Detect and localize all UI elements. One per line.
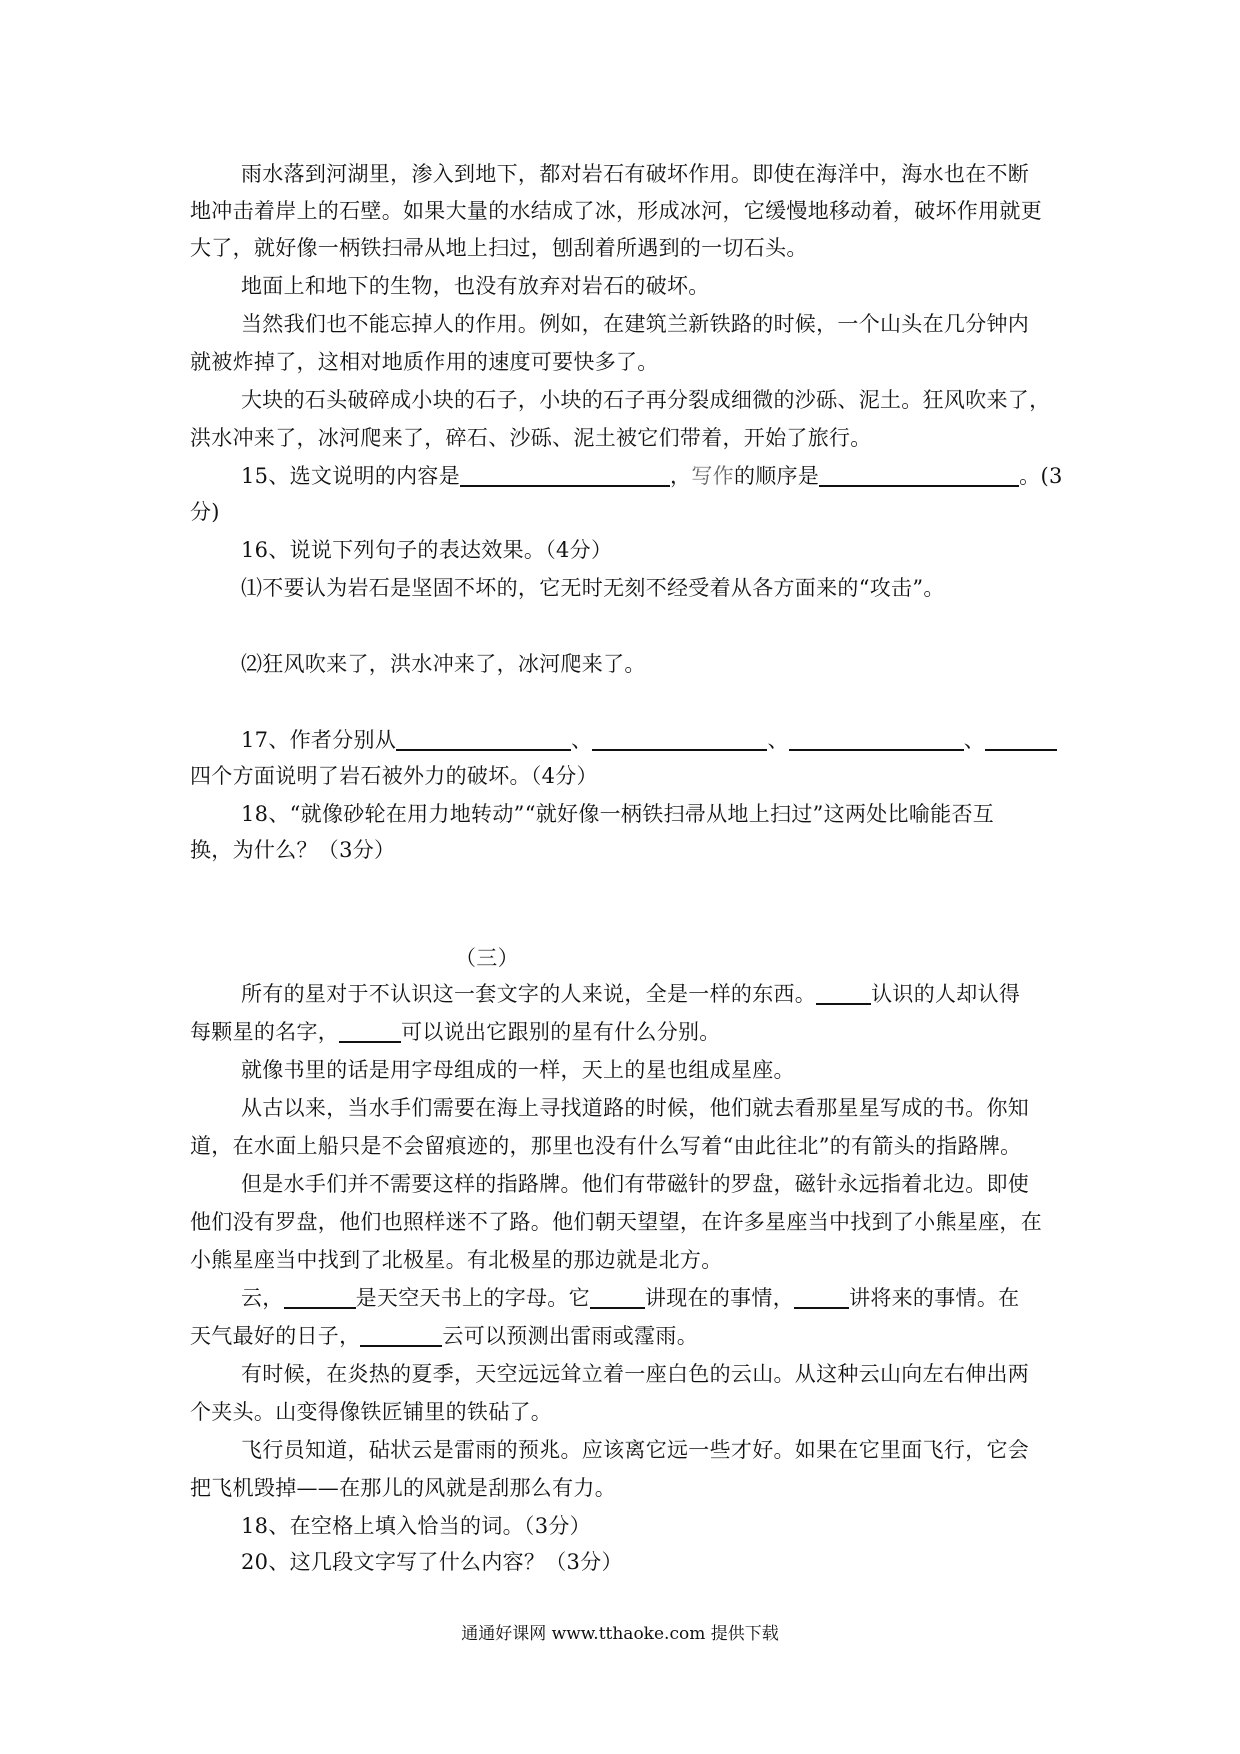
question-17-cont: 四个方面说明了岩石被外力的破坏。（4分） <box>190 764 598 788</box>
passage-line: 地面上和地下的生物，也没有放弃对岩石的破坏。 <box>241 274 710 298</box>
answer-blank[interactable] <box>592 729 767 751</box>
answer-blank[interactable] <box>460 465 670 487</box>
passage-text: 云， <box>241 1286 284 1310</box>
passage-line: 小熊星座当中找到了北极星。有北极星的那边就是北方。 <box>190 1248 723 1272</box>
answer-blank[interactable] <box>360 1325 442 1347</box>
answer-blank[interactable] <box>985 729 1057 751</box>
answer-blank[interactable] <box>816 983 871 1005</box>
question-16-item-2: ⑵狂风吹来了，洪水冲来了，冰河爬来了。 <box>241 652 646 676</box>
passage-text: 是天空天书上的字母。它 <box>355 1286 590 1310</box>
answer-blank[interactable] <box>590 1287 645 1309</box>
question-15 <box>241 462 1063 490</box>
passage-line: 他们没有罗盘，他们也照样迷不了路。他们朝天望望，在许多星座当中找到了小熊星座，在 <box>190 1210 1042 1234</box>
answer-blank[interactable] <box>396 729 571 751</box>
passage-text: 可以说出它跟别的星有什么分别。 <box>401 1020 721 1044</box>
question-text: 写作 <box>691 464 734 488</box>
separator: 、 <box>767 728 789 752</box>
answer-blank[interactable] <box>339 1021 401 1043</box>
answer-blank[interactable] <box>819 465 1019 487</box>
question-16-item-1: ⑴不要认为岩石是坚固不坏的，它无时无刻不经受着从各方面来的“攻击”。 <box>241 576 945 600</box>
passage-line: 道，在水面上船只是不会留痕迹的，那里也没有什么写着“由此往北”的有箭头的指路牌。 <box>190 1134 1022 1158</box>
passage-line: 地冲击着岸上的石壁。如果大量的水结成了冰，形成冰河，它缓慢地移动着，破坏作用就更 <box>190 199 1042 223</box>
passage-line <box>241 980 1020 1008</box>
passage-text: 认识的人却认得 <box>871 982 1021 1006</box>
passage-line: 把飞机毁掉——在那儿的风就是刮那么有力。 <box>190 1476 616 1500</box>
page-footer: 通通好课网 www.tthaoke.com 提供下载 <box>461 1624 779 1644</box>
answer-blank[interactable] <box>789 729 964 751</box>
question-18-cont: 换，为什么？（3分） <box>190 838 396 862</box>
passage-line: 大了，就好像一柄铁扫帚从地上扫过，刨刮着所遇到的一切石头。 <box>190 236 808 260</box>
question-17 <box>241 726 1057 754</box>
passage-line: 当然我们也不能忘掉人的作用。例如，在建筑兰新铁路的时候，一个山头在几分钟内 <box>241 312 1030 336</box>
passage-line: 个夹头。山变得像铁匠铺里的铁砧了。 <box>190 1400 553 1424</box>
question-16: 16、说说下列句子的表达效果。（4分） <box>241 538 613 562</box>
separator: 、 <box>963 728 986 752</box>
passage-line: 飞行员知道，砧状云是雷雨的预兆。应该离它远一些才好。如果在它里面飞行，它会 <box>241 1438 1030 1462</box>
question-text: 。(3 <box>1019 464 1063 488</box>
question-20: 20、这几段文字写了什么内容？（3分） <box>241 1550 623 1574</box>
passage-line <box>241 1284 1019 1312</box>
question-text: 的顺序是 <box>733 464 820 488</box>
passage-line: 就像书里的话是用字母组成的一样，天上的星也组成星座。 <box>241 1058 795 1082</box>
passage-text: 讲将来的事情。在 <box>849 1286 1020 1310</box>
question-18: 18、“就像砂轮在用力地转动”“就好像一柄铁扫帚从地上扫过”这两处比喻能否互 <box>241 802 995 826</box>
passage-line: 洪水冲来了，冰河爬来了，碎石、沙砾、泥土被它们带着，开始了旅行。 <box>190 426 872 450</box>
passage-text: 天气最好的日子， <box>190 1324 361 1348</box>
passage-text: 讲现在的事情， <box>644 1286 795 1310</box>
passage-line: 从古以来，当水手们需要在海上寻找道路的时候，他们就去看那星星写成的书。你知 <box>241 1096 1030 1120</box>
passage-text: 云可以预测出雷雨或霪雨。 <box>442 1324 699 1348</box>
passage-text: 每颗星的名字， <box>190 1020 340 1044</box>
answer-blank[interactable] <box>794 1287 849 1309</box>
passage-line: 雨水落到河湖里，渗入到地下，都对岩石有破坏作用。即使在海洋中，海水也在不断 <box>241 162 1030 186</box>
answer-blank[interactable] <box>284 1287 356 1309</box>
question-text: 15、选文说明的内容是 <box>241 464 461 488</box>
passage-line <box>190 1322 698 1350</box>
passage-line: 有时候，在炎热的夏季，天空远远耸立着一座白色的云山。从这种云山向左右伸出两 <box>241 1362 1030 1386</box>
question-18b: 18、在空格上填入恰当的词。（3分） <box>241 1514 591 1538</box>
passage-line: 但是水手们并不需要这样的指路牌。他们有带磁针的罗盘，磁针永远指着北边。即使 <box>241 1172 1030 1196</box>
section-heading: （三） <box>455 946 519 970</box>
passage-line: 大块的石头破碎成小块的石子，小块的石子再分裂成细微的沙砾、泥土。狂风吹来了， <box>241 388 1051 412</box>
passage-line <box>190 1018 721 1046</box>
passage-line: 就被炸掉了，这相对地质作用的速度可要快多了。 <box>190 350 659 374</box>
question-15-score: 分) <box>190 500 220 524</box>
passage-text: 所有的星对于不认识这一套文字的人来说，全是一样的东西。 <box>241 982 817 1006</box>
question-text: 17、作者分别从 <box>241 728 397 752</box>
separator: 、 <box>571 728 593 752</box>
question-text: ， <box>670 464 692 488</box>
